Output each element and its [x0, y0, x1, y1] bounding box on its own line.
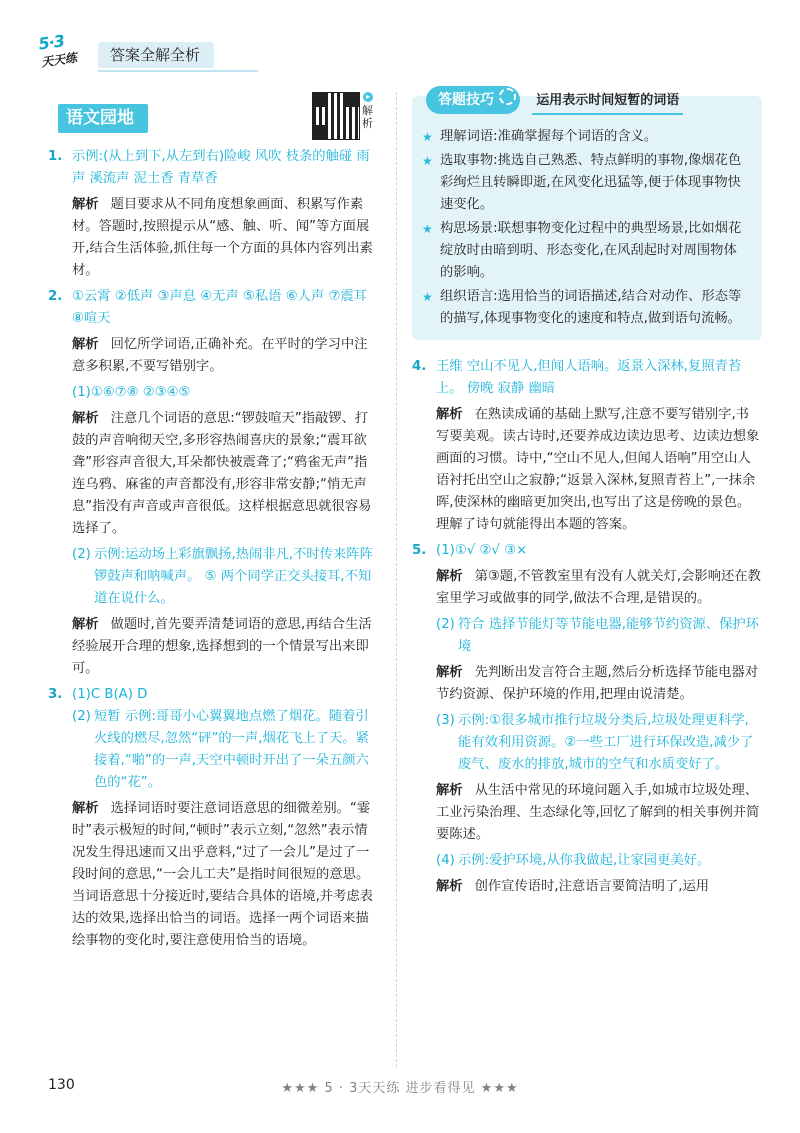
sub-answer-1: (1)C B(A) D	[72, 687, 148, 702]
page-header	[38, 30, 238, 76]
analysis-text: 做题时,首先要弄清楚词语的意思,再结合生活经验展开合理的想象,选择想到的一个情景写出来即可。	[72, 617, 372, 676]
analysis	[436, 662, 762, 706]
tips-header	[426, 86, 683, 114]
question-number: 4.	[412, 359, 427, 374]
analysis	[436, 780, 762, 846]
question-4	[412, 356, 762, 536]
analysis	[436, 566, 762, 610]
star-icon: ★	[422, 154, 433, 168]
analysis-text: 题目要求从不同角度想象画面、积累写作素材。答题时,按照提示从“感、触、听、闻”等方面展开,结合生活体验,抓住每一个方面的具体内容列出素材。	[72, 197, 373, 278]
analysis-label: 解析	[436, 407, 463, 422]
page-footer	[0, 1072, 800, 1102]
sub-answer-2: (2) 示例:运动场上彩旗飘扬,热闹非凡,不时传来阵阵锣鼓声和呐喊声。 ⑤ 两个同学正交头接耳,不知道在说什么。	[72, 547, 373, 606]
analysis	[72, 798, 380, 952]
analysis	[72, 408, 380, 540]
analysis	[436, 876, 762, 898]
question-3	[48, 684, 380, 952]
star-icon: ★	[422, 290, 433, 304]
analysis	[72, 614, 380, 680]
analysis-text: 回忆所学词语,正确补充。在平时的学习中注意多积累,不要写错别字。	[72, 337, 368, 374]
question-2	[48, 286, 380, 680]
play-icon: ▸	[363, 92, 373, 102]
tip-item: ★ 选取事物:挑选自己熟悉、特点鲜明的事物,像烟花色彩绚烂且转瞬即逝,在风变化迅猛等,便于体现事物快速变化。	[422, 150, 748, 216]
tip-item: ★ 理解词语:准确掌握每个词语的含义。	[422, 126, 748, 148]
question-number: 1.	[48, 149, 63, 164]
analysis-text: 注意几个词语的意思:“锣鼓喧天”指敲锣、打鼓的声音响彻天空,多形容热闹喜庆的景象;“震耳欲聋”形容声音很大,耳朵都快被震聋了;“鸦雀无声”指连乌鸦、麻雀的声音都没有,形容非常安静;“悄无声息”指没有声音或声音很低。这样根据意思就很容易选择了。	[72, 411, 372, 536]
analysis-label: 解析	[436, 783, 463, 798]
answer-text: 示例:(从上到下,从左到右)险峻 风吹 枝条的触碰 雨声 溪流声 泥土香 青草香	[72, 149, 370, 186]
tips-badge: 答题技巧	[426, 86, 520, 114]
analysis-text: 在熟读成诵的基础上默写,注意不要写错别字,书写要美观。读古诗时,还要养成边读边思考、边读边想象画面的习惯。诗中,“空山不见人,但闻人语响”用空山人语衬托出空山之寂静;“返景入深林,复照青苔上”,一抹余晖,使深林的幽暗更加突出,也写出了这是傍晚的景色。理解了诗句就能得出本题的答案。	[436, 407, 760, 532]
analysis-label: 解析	[72, 337, 99, 352]
footer-slogan: ★★★ 5 · 3天天练 进步看得见 ★★★	[281, 1081, 519, 1096]
sub-answer-2: (2) 符合 选择节能灯等节能电器,能够节约资源、保护环境	[436, 617, 759, 654]
answer-text: 王维 空山不见人,但闻人语响。返景入深林,复照青苔上。 傍晚 寂静 幽暗	[436, 359, 742, 396]
analysis-label: 解析	[436, 569, 463, 584]
qr-code-block[interactable]	[312, 92, 384, 142]
analysis-text: 从生活中常见的环境问题入手,如城市垃圾处理、工业污染治理、生态绿化等,回忆了解到的相关事例并简要陈述。	[436, 783, 760, 842]
sub-answer-1: (1)①√ ②√ ③×	[436, 543, 528, 558]
header-title: 答案全解全析	[98, 42, 214, 68]
sub-answer-3: (3) 示例:①很多城市推行垃圾分类后,垃圾处理更科学,能有效利用资源。②一些工厂进行环保改造,减少了废气、废水的排放,城市的空气和水质变好了。	[436, 713, 754, 772]
analysis-label: 解析	[72, 411, 99, 426]
tips-title: 运用表示时间短暂的词语	[532, 90, 683, 115]
analysis	[72, 334, 380, 378]
analysis-text: 先判断出发言符合主题,然后分析选择节能电器对节约资源、保护环境的作用,把理由说清楚。	[436, 665, 759, 702]
question-number: 2.	[48, 289, 63, 304]
analysis	[436, 404, 762, 536]
question-number: 5.	[412, 543, 427, 558]
page-number: 130	[48, 1077, 75, 1093]
sub-answer-4: (4) 示例:爱护环境,从你我做起,让家园更美好。	[436, 853, 711, 868]
tip-item: ★ 构思场景:联想事物变化过程中的典型场景,比如烟花绽放时由暗到明、形态变化,在风刮起时对周围物体的影响。	[422, 218, 748, 284]
qr-code-icon[interactable]	[312, 92, 360, 140]
right-column	[412, 92, 762, 898]
gear-icon	[499, 88, 516, 105]
analysis-text: 创作宣传语时,注意语言要简洁明了,运用	[474, 879, 710, 894]
star-icon: ★	[422, 222, 433, 236]
analysis	[72, 194, 380, 282]
analysis-text: 第③题,不管教室里有没有人就关灯,会影响还在教室里学习或做事的同学,做法不合理,是错误的。	[436, 569, 761, 606]
analysis-label: 解析	[72, 801, 99, 816]
analysis-label: 解析	[436, 665, 463, 680]
section-title: 语文园地	[58, 104, 148, 133]
sub-answer-1: (1)①⑥⑦⑧ ②③④⑤	[72, 385, 191, 400]
answer-text: ①云霄 ②低声 ③声息 ④无声 ⑤私语 ⑥人声 ⑦震耳 ⑧喧天	[72, 289, 367, 326]
question-5	[412, 540, 762, 898]
star-icon: ★	[422, 130, 433, 144]
question-number: 3.	[48, 687, 63, 702]
analysis-label: 解析	[72, 617, 99, 632]
analysis-text: 选择词语时要注意词语意思的细微差别。“霎时”表示极短的时间,“顿时”表示立刻,“忽然”表示情况发生得迅速而又出乎意料,“过了一会儿”是过了一段时间的意思,“一会儿工夫”是指时间很短的意思。当词语意思十分接近时,要结合具体的语境,并考虑表达的效果,选择出恰当的词语。选择一两个词语来描绘事物的变化时,要注意使用恰当的语境。	[72, 801, 373, 948]
tip-item: ★ 组织语言:选用恰当的词语描述,结合对动作、形态等的描写,体现事物变化的速度和特点,做到语句流畅。	[422, 286, 748, 330]
analysis-label: 解析	[436, 879, 463, 894]
left-column	[48, 92, 380, 952]
header-underline	[98, 70, 258, 72]
brand-logo: 5·3 天天练	[37, 31, 78, 70]
qr-label: 解析	[362, 104, 373, 130]
column-divider	[396, 92, 397, 1067]
tips-box	[412, 92, 762, 340]
analysis-label: 解析	[72, 197, 99, 212]
sub-answer-2: (2) 短暂 示例:哥哥小心翼翼地点燃了烟花。随着引火线的燃尽,忽然“砰”的一声,烟花飞上了天。紧接着,“啪”的一声,天空中顿时开出了一朵五颜六色的“花”。	[72, 709, 369, 790]
question-1	[48, 146, 380, 282]
